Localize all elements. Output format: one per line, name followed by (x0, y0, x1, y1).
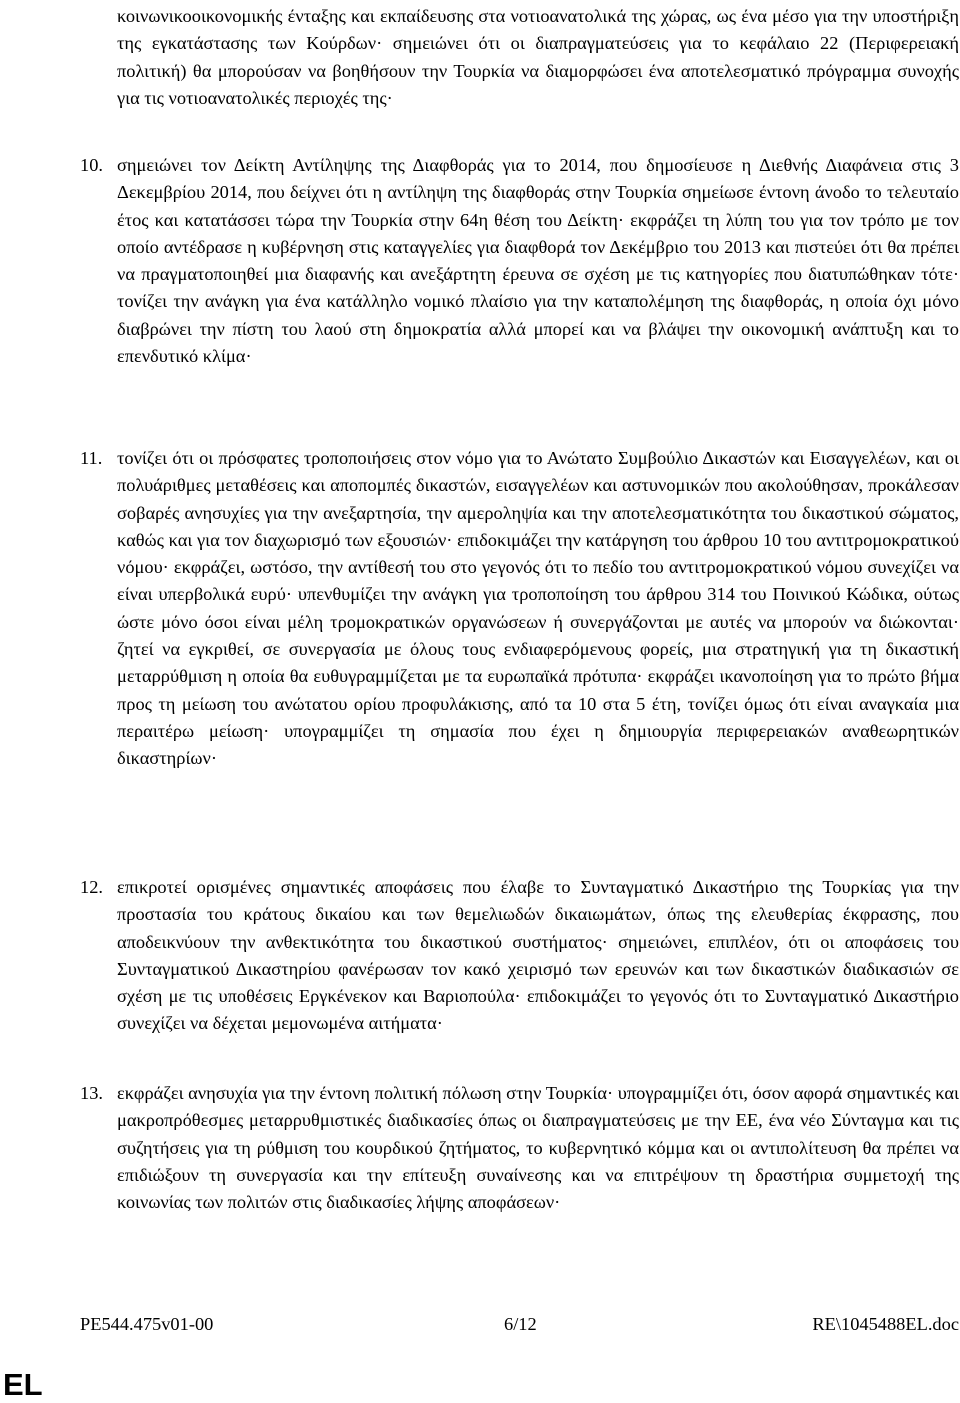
document-filename: RE\1045488EL.doc (812, 1314, 959, 1334)
numbered-item-10 (80, 152, 959, 370)
language-code: EL (3, 1367, 43, 1402)
numbered-item-12 (80, 874, 959, 1038)
numbered-item-13 (80, 1080, 959, 1216)
item-number: 12. (80, 877, 103, 897)
item-number: 11. (80, 448, 103, 468)
item-number: 10. (80, 155, 103, 175)
document-reference: PE544.475v01-00 (80, 1314, 214, 1334)
item-number: 13. (80, 1083, 103, 1103)
item-text: τονίζει ότι οι πρόσφατες τροποποιήσεις στον νόμο για το Ανώτατο Συμβούλιο Δικαστών και Εισαγγελέων, και οι πολυάριθμες μεταθέσεις και αποπομπές δικαστών, εισαγγελέων και αστυνομικών που ακολούθησαν, προκάλεσαν σοβαρές ανησυχίες για την ανεξαρτησία, την αμεροληψία και την αποτελεσματικότητα του δικαστικού σώματος, καθώς και για τον διαχωρισμό των εξουσιών· επιδοκιμάζει την κατάργηση του άρθρου 10 του αντιτρομοκρατικού νόμου· εκφράζει, ωστόσο, την αντίθεσή του στο γεγονός ότι το πεδίο του αντιτρομοκρατικού νόμου συνεχίζει να είναι υπερβολικά ευρύ· υπενθυμίζει την ανάγκη για τροποποίηση του άρθρου 314 του Ποινικού Κώδικα, ούτως ώστε μόνο όσοι είναι μέλη τρομοκρατικών οργανώσεων ή συνεργάζονται με αυτές να μπορούν να διώκονται· ζητεί να εγκριθεί, σε συνεργασία με όλους τους ενδιαφερόμενους φορείς, μια στρατηγική για τη δικαστική μεταρρύθμιση η οποία θα ευθυγραμμίζεται με τα ευρωπαϊκά πρότυπα· εκφράζει ικανοποίηση για το πρώτο βήμα προς τη μείωση του ανώτατου ορίου προφυλάκισης, από τα 10 στα 5 έτη, τονίζει όμως ότι είναι αναγκαία μια περαιτέρω μείωση· υπογραμμίζει τη σημασία που έχει η δημιουργία περιφερειακών αναθεωρητικών δικαστηρίων· (117, 448, 959, 769)
page-number: 6/12 (504, 1314, 537, 1334)
numbered-item-11 (80, 445, 959, 773)
intro-paragraph: κοινωνικοοικονομικής ένταξης και εκπαίδευσης στα νοτιοανατολικά της χώρας, ως ένα μέσο για την υποστήριξη της εγκατάστασης των Κούρδων· σημειώνει ότι οι διαπραγματεύσεις για το κεφάλαιο 22 (Περιφερειακή πολιτική) θα μπορούσαν να βοηθήσουν την Τουρκία να διαμορφώσει ένα αποτελεσματικό πρόγραμμα συνοχής για τις νοτιοανατολικές περιοχές της· (117, 6, 959, 108)
item-text: επικροτεί ορισμένες σημαντικές αποφάσεις που έλαβε το Συνταγματικό Δικαστήριο της Τουρκίας για την προστασία του κράτους δικαίου και των θεμελιωδών δικαιωμάτων, όπως της ελευθερίας έκφρασης, που αποδεικνύουν την ανθεκτικότητα του δικαστικού συστήματος· σημειώνει, επιπλέον, ότι οι αποφάσεις του Συνταγματικού Δικαστηρίου φανέρωσαν τον κακό χειρισμό των ερευνών και των δικαστικών διαδικασιών σε σχέση με τις υποθέσεις Εργκένεκον και Βαριοπούλα· επιδοκιμάζει το γεγονός ότι το Συνταγματικό Δικαστήριο συνεχίζει να δέχεται μεμονωμένα αιτήματα· (117, 877, 959, 1034)
item-text: εκφράζει ανησυχία για την έντονη πολιτική πόλωση στην Τουρκία· υπογραμμίζει ότι, όσον αφορά σημαντικές και μακροπρόθεσμες μεταρρυθμιστικές διαδικασίες όπως οι διαπραγματεύσεις με την ΕΕ, ένα νέο Σύνταγμα και τις συζητήσεις για τη ρύθμιση του κουρδικού ζητήματος, το κυβερνητικό κόμμα και οι αντιπολίτευση θα πρέπει να επιδιώξουν τη συνεργασία και την επίτευξη συναίνεσης και να επιτρέψουν τη δραστήρια συμμετοχή της κοινωνίας των πολιτών στις διαδικασίες λήψης αποφάσεων· (117, 1083, 959, 1213)
item-text: σημειώνει τον Δείκτη Αντίληψης της Διαφθοράς για το 2014, που δημοσίευσε η Διεθνής Διαφάνεια στις 3 Δεκεμβρίου 2014, που δείχνει ότι η αντίληψη της διαφθοράς στην Τουρκία σημείωσε έντονη άνοδο το τελευταίο έτος και κατατάσσει τώρα την Τουρκία στην 64η θέση του Δείκτη· εκφράζει τη λύπη του για τον τρόπο με τον οποίο αντέδρασε η κυβέρνηση στις καταγγελίες για διαφθορά τον Δεκέμβριο του 2013 και πιστεύει ότι θα πρέπει να πραγματοποιηθεί μια διαφανής και ανεξάρτητη έρευνα σε σχέση με τις κατηγορίες που διατυπώθηκαν τότε· τονίζει την ανάγκη για ένα κατάλληλο νομικό πλαίσιο για την καταπολέμηση της διαφθοράς, η οποία όχι μόνο διαβρώνει την πίστη του λαού στη δημοκρατία αλλά μπορεί και να βλάψει την οικονομική ανάπτυξη και το επενδυτικό κλίμα· (117, 155, 959, 367)
